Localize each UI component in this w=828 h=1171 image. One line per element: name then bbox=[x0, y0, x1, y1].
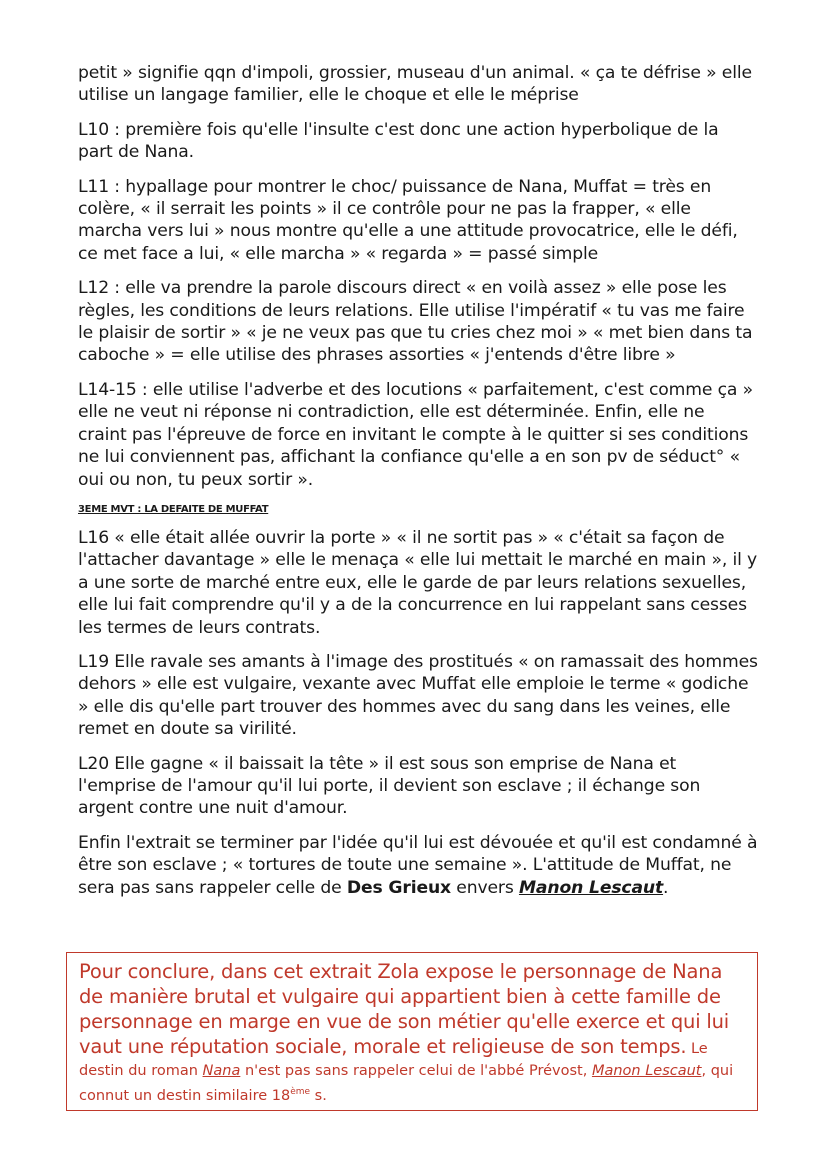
paragraph-l9: petit » signifie qqn d'impoli, grossier, museau d'un animal. « ça te défrise » elle utilise un langage familier, elle le choque et elle le méprise bbox=[78, 63, 752, 106]
tail-c: , qui connut un destin similaire 18 bbox=[79, 1063, 734, 1104]
tail-d: s. bbox=[310, 1087, 327, 1104]
paragraph-enfin bbox=[78, 832, 758, 899]
paragraph-l19: L19 Elle ravale ses amants à l'image des prostitués « on ramassait des hommes dehors » elle est vulgaire, vexante avec Muffat elle emploie le terme « godiche » elle dis qu'elle part trouver des hommes avec du sang dans les veines, elle remet en doute sa virilité. bbox=[78, 651, 758, 740]
tail-a: Le destin du roman bbox=[79, 1041, 708, 1079]
enfin-end: . bbox=[663, 877, 669, 898]
section-heading: 3EME MVT : LA DEFAITE DE MUFFAT bbox=[78, 503, 269, 515]
manon-lescaut-title: Manon Lescaut bbox=[518, 877, 664, 898]
paragraph-l11: L11 : hypallage pour montrer le choc/ puissance de Nana, Muffat = très en colère, « il serrait les points » il ce contrôle pour ne pas la frapper, « elle marcha vers lui » nous montre qu'elle a une attitude provocatrice, elle le défi, ce met face a lui, « elle marcha » « regarda » = passé simple bbox=[78, 176, 738, 264]
paragraph-l10: L10 : première fois qu'elle l'insulte c'est donc une action hyperbolique de la part de Nana. bbox=[78, 119, 719, 163]
paragraph-l14-15: L14-15 : elle utilise l'adverbe et des locutions « parfaitement, c'est comme ça » elle ne veut ni réponse ni contradiction, elle est déterminée. Enfin, elle ne craint pas l'épreuve de force en invitant le compte à le quitter si ses conditions ne lui conviennent pas, affichant la confiance qu'elle a en son pv de séduct° « oui ou non, tu peux sortir ». bbox=[78, 379, 753, 490]
manon-lescaut-ref: Manon Lescaut bbox=[591, 1063, 702, 1079]
century-suffix: ème bbox=[290, 1087, 311, 1097]
des-grieux-name: Des Grieux bbox=[346, 877, 451, 898]
paragraph-l12: L12 : elle va prendre la parole discours direct « en voilà assez » elle pose les règles, les conditions de leurs relations. Elle utilise l'impératif « tu vas me faire le plaisir de sortir » « je ne veux pas que tu cries chez moi » « met bien dans ta caboche » = elle utilise des phrases assorties « j'entends d'être libre » bbox=[78, 278, 753, 366]
conclusion-box bbox=[66, 952, 758, 1111]
nana-title: Nana bbox=[202, 1063, 241, 1079]
document-body bbox=[78, 62, 758, 911]
tail-b: n'est pas sans rappeler celui de l'abbé Prévost, bbox=[240, 1063, 592, 1079]
enfin-text: Enfin l'extrait se terminer par l'idée qu'il lui est dévouée et qu'il est condamné à être son esclave ; « tortures de toute une semaine ». L'attitude de Muffat, ne sera pas sans rappeler celle de bbox=[78, 832, 758, 898]
paragraph-l16: L16 « elle était allée ouvrir la porte » « il ne sortit pas » « c'était sa façon de l'attacher davantage » elle le menaça « elle lui mettait le marché en main », il y a une sorte de marché entre eux, elle le garde de par leurs relations sexuelles, elle lui fait comprendre qu'il y a de la concurrence en lui rappelant sans cesses les termes de leurs contrats. bbox=[78, 527, 758, 638]
enfin-mid: envers bbox=[450, 877, 519, 898]
conclusion-main: Pour conclure, dans cet extrait Zola expose le personnage de Nana de manière brutal et vulgaire qui appartient bien à cette famille de personnage en marge en vue de son métier qu'elle exerce et qui lui vaut une réputation sociale, morale et religieuse de son temps. bbox=[79, 960, 730, 1058]
paragraph-l20: L20 Elle gagne « il baissait la tête » il est sous son emprise de Nana et l'emprise de l'amour qu'il lui porte, il devient son esclave ; il échange son argent contre une nuit d'amour. bbox=[78, 753, 701, 819]
